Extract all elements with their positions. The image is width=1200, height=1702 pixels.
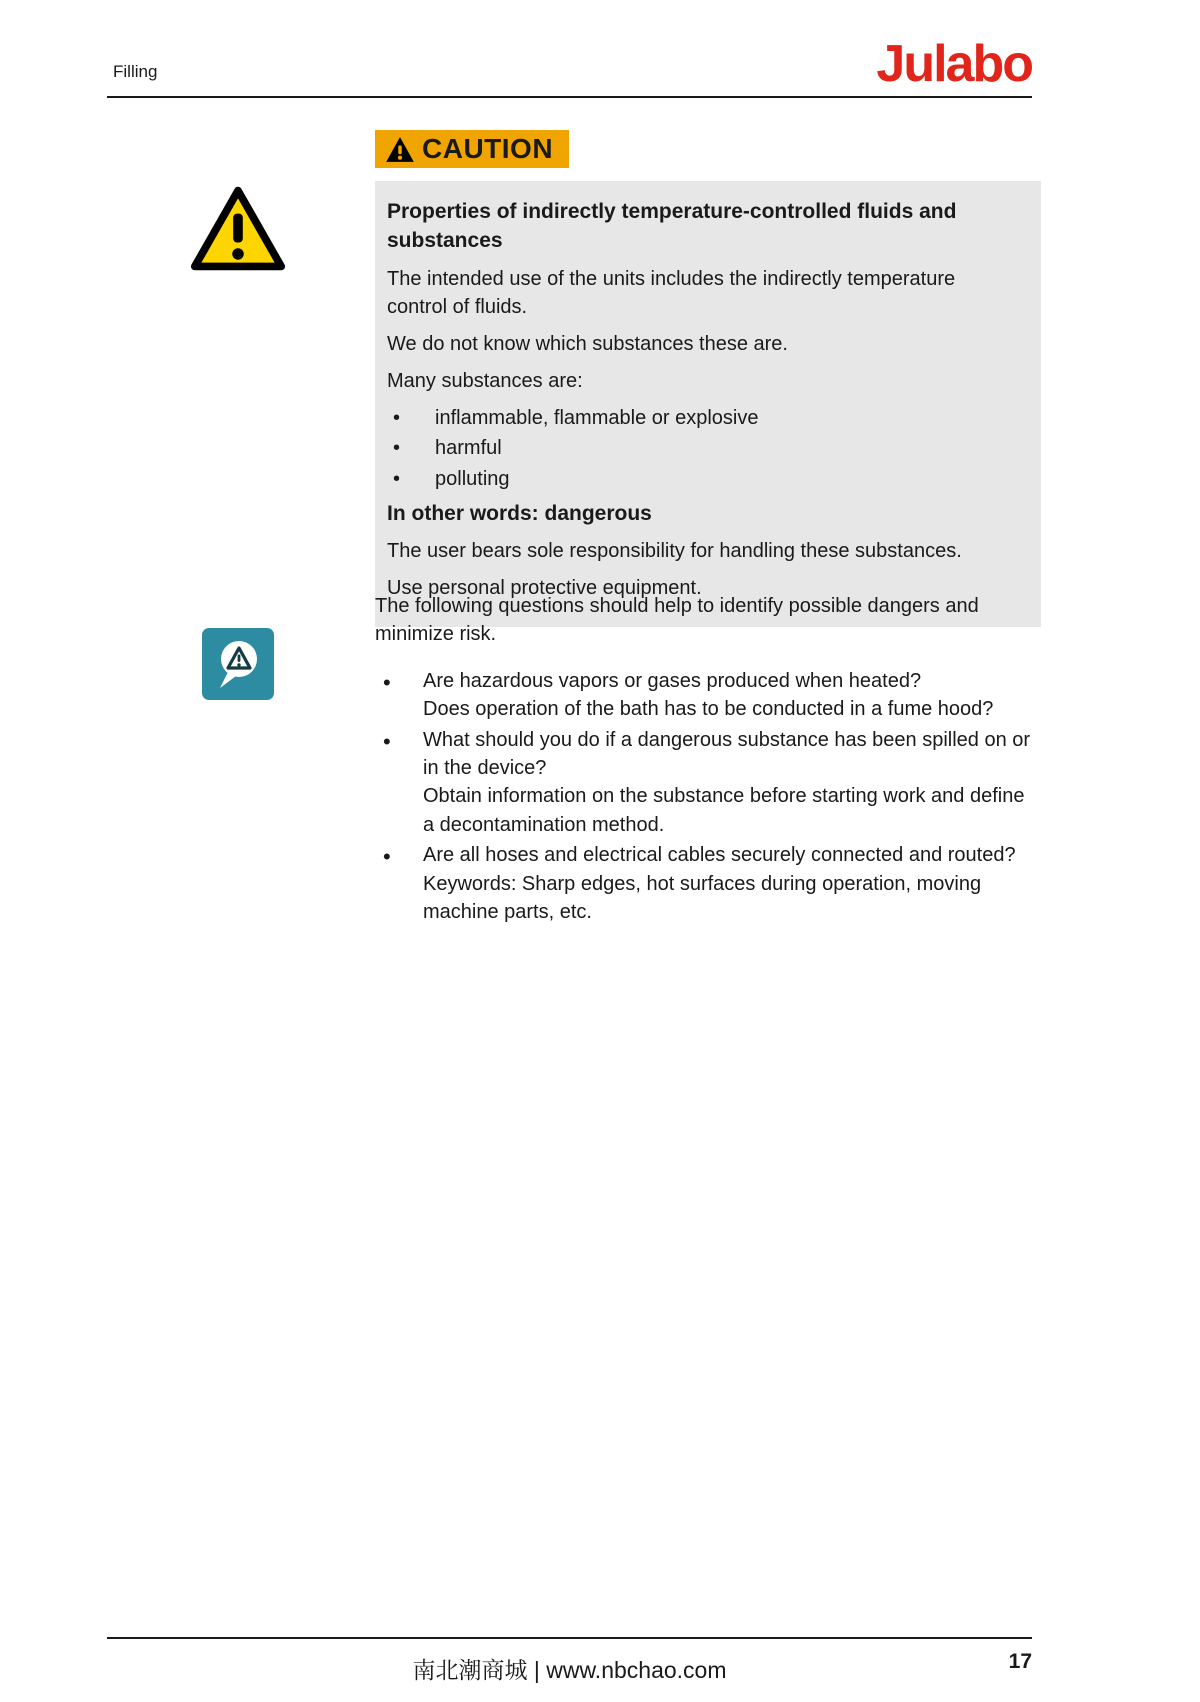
question-line: • Are all hoses and electrical cables securely connected and routed? bbox=[423, 844, 1016, 867]
julabo-logo: Julabo bbox=[876, 35, 1032, 93]
question-line: Obtain information on the substance before starting work and define a decontamination method. bbox=[423, 785, 1025, 836]
question-line: Keywords: Sharp edges, hot surfaces during operation, moving machine parts, etc. bbox=[423, 872, 982, 923]
questions-intro: The following questions should help to identify possible dangers and minimize risk. bbox=[375, 595, 979, 646]
caution-bullet: • harmful bbox=[387, 434, 1019, 462]
caution-title: Properties of indirectly temperature-controlled fluids and substances bbox=[387, 200, 957, 253]
caution-banner-label: CAUTION bbox=[422, 133, 554, 164]
caution-paragraph: Use personal protective equipment. bbox=[387, 577, 702, 600]
caution-box bbox=[375, 181, 1041, 627]
page-number: 17 bbox=[1008, 1650, 1032, 1673]
section-label: Filling bbox=[113, 62, 158, 81]
question-bullet bbox=[375, 726, 1037, 840]
header-divider bbox=[107, 96, 1032, 98]
caution-subheading: In other words: dangerous bbox=[387, 501, 652, 525]
caution-paragraph: The intended use of the units includes the indirectly temperature control of fluids. bbox=[387, 267, 956, 318]
question-line: • What should you do if a dangerous substance has been spilled on or in the device? bbox=[423, 728, 1031, 779]
caution-paragraph: We do not know which substances these are. bbox=[387, 332, 788, 355]
question-line: • Are hazardous vapors or gases produced when heated? bbox=[423, 669, 922, 692]
caution-banner bbox=[375, 130, 569, 168]
caution-bullet: • polluting bbox=[387, 465, 1019, 493]
speech-bubble-warning-icon bbox=[202, 628, 274, 700]
questions-bullet-list bbox=[375, 667, 1037, 927]
caution-paragraph: Many substances are: bbox=[387, 369, 583, 392]
question-bullet bbox=[375, 841, 1037, 926]
question-line: Does operation of the bath has to be conducted in a fume hood? bbox=[423, 698, 994, 721]
caution-bullet: • inflammable, flammable or explosive bbox=[387, 404, 1019, 432]
caution-banner-warning-icon bbox=[385, 136, 415, 163]
questions-section bbox=[375, 592, 1037, 928]
footer-divider bbox=[107, 1637, 1032, 1639]
question-bullet bbox=[375, 667, 1037, 724]
warning-triangle-icon bbox=[190, 184, 286, 274]
caution-paragraph: The user bears sole responsibility for handling these substances. bbox=[387, 540, 962, 563]
caution-bullet-list bbox=[387, 404, 1019, 493]
footer-site-text: 南北潮商城 | www.nbchao.com bbox=[412, 1657, 727, 1683]
